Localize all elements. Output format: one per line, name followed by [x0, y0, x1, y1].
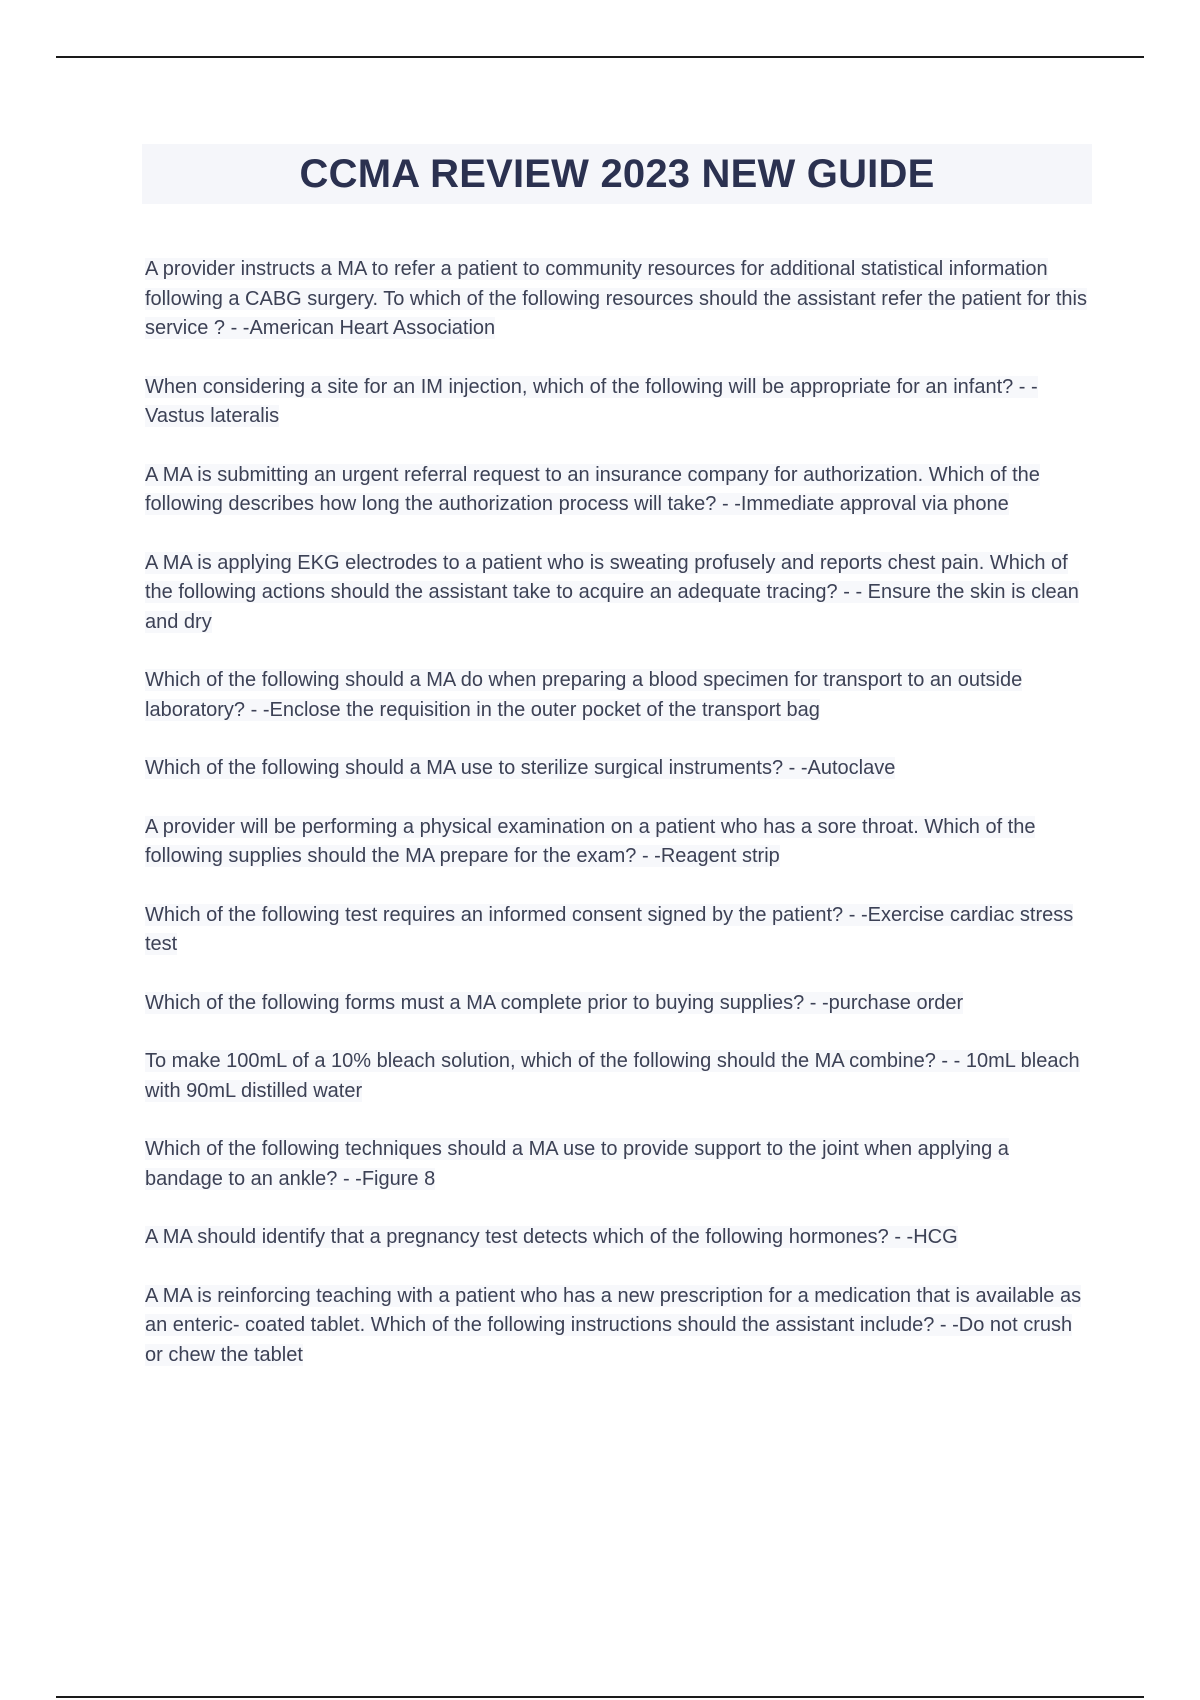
bottom-rule: [56, 1696, 1144, 1698]
qa-item: [145, 813, 1090, 872]
qa-item-text: Which of the following forms must a MA complete prior to buying supplies? - -purchase order: [145, 991, 964, 1014]
qa-item-text: Which of the following should a MA use to sterilize surgical instruments? - -Autoclave: [145, 757, 896, 779]
qa-item-text: When considering a site for an IM injection, which of the following will be appropriate for an infant? - -Vastus lateralis: [145, 375, 1038, 427]
title-band: [142, 144, 1092, 204]
qa-item: [145, 255, 1090, 344]
qa-item-text: Which of the following should a MA do when preparing a blood specimen for transport to an outside laboratory? - -Enclose the requisition in the outer pocket of the transport bag: [145, 669, 1023, 721]
document-title: CCMA REVIEW 2023 NEW GUIDE: [299, 151, 935, 196]
qa-item: [145, 1223, 1090, 1253]
qa-item: [145, 666, 1090, 725]
qa-item-text: A MA is submitting an urgent referral request to an insurance company for authorization. Which of the following describes how long the authorization process will take? - -Immediate approval via phone: [145, 463, 1040, 515]
qa-item-text: A provider instructs a MA to refer a patient to community resources for additional statistical information following a CABG surgery. To which of the following resources should the assistant refer the patient for this service ? - -American Heart Association: [145, 258, 1087, 339]
qa-item-text: A MA is applying EKG electrodes to a patient who is sweating profusely and reports chest pain. Which of the following actions should the assistant take to acquire an adequate tracing? - - Ensure the skin is clean and dry: [145, 551, 1079, 633]
qa-item-text: A MA is reinforcing teaching with a patient who has a new prescription for a medication that is available as an enteric- coated tablet. Which of the following instructions should the assistant include? - -Do not crush or chew the tablet: [145, 1284, 1082, 1366]
qa-item-text: Which of the following test requires an informed consent signed by the patient? - -Exercise cardiac stress test: [145, 903, 1074, 955]
qa-item: [145, 1047, 1090, 1106]
qa-item: [145, 989, 1090, 1019]
qa-item-text: To make 100mL of a 10% bleach solution, which of the following should the MA combine? - - 10mL bleach with 90mL distilled water: [145, 1050, 1080, 1102]
qa-item: [145, 1135, 1090, 1194]
qa-list: [145, 255, 1090, 1399]
qa-item: [145, 901, 1090, 960]
qa-item-text: Which of the following techniques should a MA use to provide support to the joint when applying a bandage to an ankle? - -Figure 8: [145, 1138, 1009, 1190]
top-rule: [56, 56, 1144, 58]
qa-item: [145, 754, 1090, 784]
qa-item: [145, 1282, 1090, 1371]
qa-item-text: A MA should identify that a pregnancy test detects which of the following hormones? - -HCG: [145, 1226, 958, 1248]
qa-item: [145, 549, 1090, 638]
qa-item-text: A provider will be performing a physical examination on a patient who has a sore throat. Which of the following supplies should the MA prepare for the exam? - -Reagent strip: [145, 815, 1036, 867]
qa-item: [145, 461, 1090, 520]
qa-item: [145, 373, 1090, 432]
